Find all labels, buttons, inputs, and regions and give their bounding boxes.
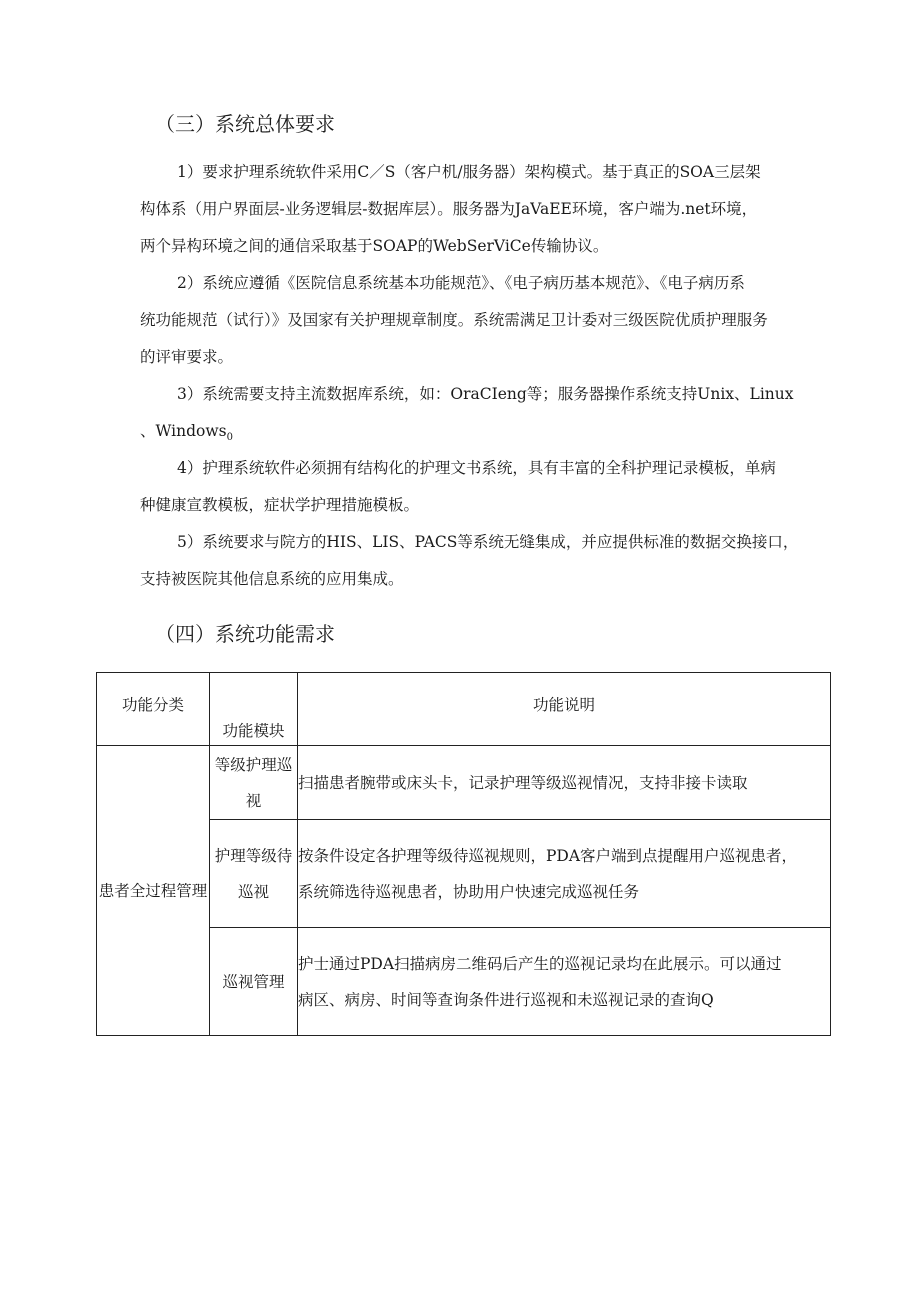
- paragraph-line: 两个异构环境之间的通信采取基于SOAP的WebSerViCe传输协议。: [140, 237, 609, 255]
- table-header-row: [97, 673, 831, 746]
- module-cell: 巡视管理: [210, 928, 298, 1036]
- section-heading-4: （四）系统功能需求: [155, 622, 335, 646]
- paragraph-5: [140, 524, 830, 598]
- paragraph-line: 构体系（用户界面层-业务逻辑层-数据库层）。服务器为JaVaEE环境，客户端为.net环境，: [140, 200, 758, 218]
- paragraph-line: 5）系统要求与院方的HIS、LIS、PACS等系统无缝集成，并应提供标准的数据交换接口，: [177, 533, 799, 551]
- header-description: 功能说明: [298, 673, 831, 746]
- description-line: 护士通过PDA扫描病房二维码后产生的巡视记录均在此展示。可以通过: [298, 954, 782, 973]
- header-module: 功能模块: [210, 673, 298, 746]
- paragraph-3: [140, 376, 830, 456]
- paragraph-line: 统功能规范（试行）》及国家有关护理规章制度。系统需满足卫计委对三级医院优质护理服务: [140, 311, 768, 329]
- section-heading-3: （三）系统总体要求: [155, 112, 335, 136]
- paragraph-line: 3）系统需要支持主流数据库系统，如：OraCIeng等；服务器操作系统支持Unix、Linux: [177, 385, 794, 403]
- paragraph-1: [140, 154, 830, 265]
- description-line: 按条件设定各护理等级待巡视规则，PDA客户端到点提醒用户巡视患者，: [298, 846, 798, 865]
- windows-subscript: 0: [226, 432, 233, 444]
- paragraph-line: 支持被医院其他信息系统的应用集成。: [140, 570, 404, 588]
- description-cell: [298, 928, 831, 1036]
- module-cell: 等级护理巡视: [210, 746, 298, 820]
- paragraph-4: [140, 450, 830, 524]
- paragraph-line: 2）系统应遵循《医院信息系统基本功能规范》、《电子病历基本规范》、《电子病历系: [177, 274, 745, 292]
- description-cell: [298, 820, 831, 928]
- description-line: 病区、病房、时间等查询条件进行巡视和未巡视记录的查询Q: [298, 990, 714, 1009]
- description-line: 系统筛选待巡视患者，协助用户快速完成巡视任务: [298, 882, 640, 901]
- paragraph-line: 种健康宣教模板，症状学护理措施模板。: [140, 496, 420, 514]
- module-cell: 护理等级待巡视: [210, 820, 298, 928]
- header-category: 功能分类: [97, 673, 210, 746]
- paragraph-line: 4）护理系统软件必须拥有结构化的护理文书系统，具有丰富的全科护理记录模板，单病: [177, 459, 776, 477]
- category-cell: 患者全过程管理: [97, 746, 210, 1036]
- table-row: [97, 746, 831, 820]
- description-cell: [298, 746, 831, 820]
- paragraph-2: [140, 265, 830, 376]
- paragraph-line: 的评审要求。: [140, 348, 234, 366]
- windows-text: 、Windows: [140, 422, 227, 440]
- paragraph-line: 1）要求护理系统软件采用C／S（客户机/服务器）架构模式。基于真正的SOA三层架: [177, 163, 761, 181]
- function-requirements-table: [96, 672, 831, 1036]
- description-line: 扫描患者腕带或床头卡，记录护理等级巡视情况，支持非接卡读取: [298, 773, 748, 792]
